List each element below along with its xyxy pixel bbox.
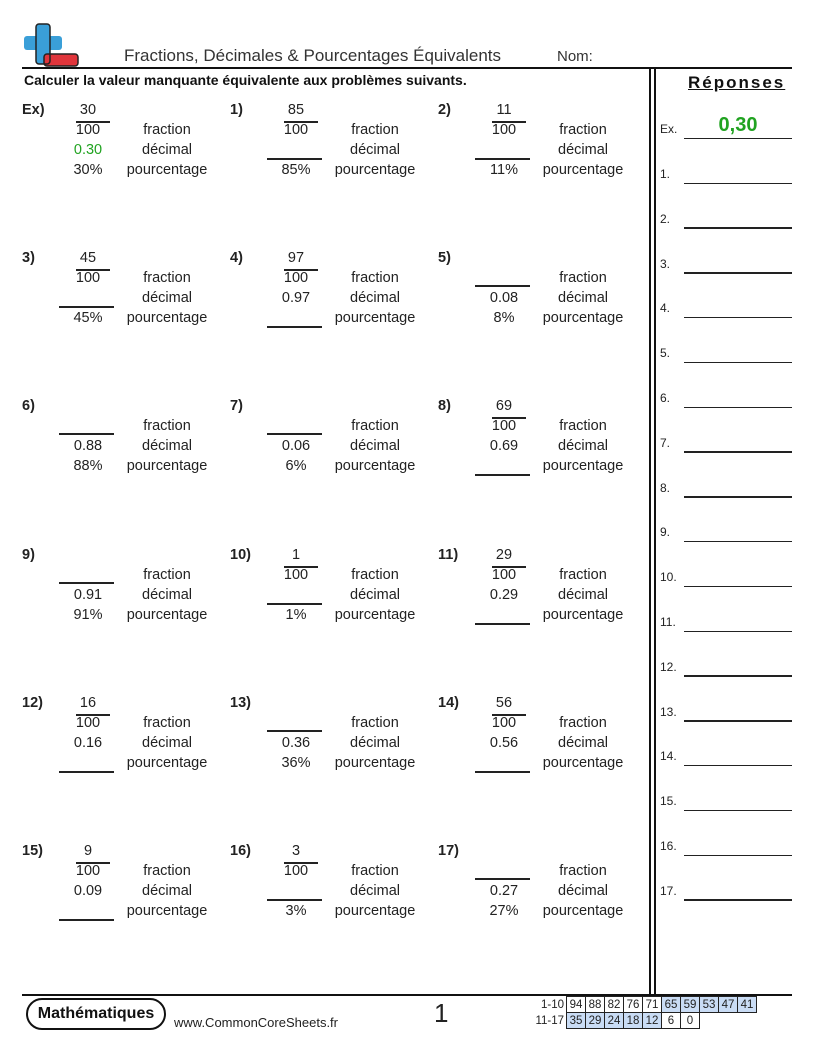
key-cell: 94 — [567, 997, 586, 1013]
key-cell: 0 — [681, 1013, 700, 1029]
answer-row[interactable] — [660, 836, 795, 856]
answer-value: 0,30 — [718, 114, 758, 136]
numerator: 16 — [79, 695, 97, 711]
answer-row[interactable] — [660, 746, 795, 766]
fraction-label: fraction — [559, 567, 607, 583]
percent-label: pourcentage — [126, 903, 208, 919]
answer-label: 12. — [660, 659, 677, 674]
key-cell: 47 — [719, 997, 738, 1013]
answer-line[interactable] — [684, 720, 792, 722]
divider — [649, 69, 651, 995]
subject-badge: Mathématiques — [26, 998, 166, 1030]
answer-label: 6. — [660, 391, 671, 405]
key-row-label: 1-10 — [540, 998, 564, 1011]
percent-label: pourcentage — [126, 458, 208, 474]
instructions: Calculer la valeur manquante équivalente aux problèmes suivants. — [24, 72, 467, 88]
logo-icon — [22, 22, 80, 68]
answer-label: Ex. — [660, 122, 678, 136]
denominator: 100 — [75, 715, 101, 731]
fraction-label: fraction — [351, 715, 399, 731]
answer-blank[interactable] — [267, 158, 322, 160]
answer-line[interactable] — [684, 675, 792, 677]
problem — [230, 843, 430, 943]
decimal-value: 0.16 — [73, 735, 103, 751]
answer-line[interactable] — [684, 272, 792, 274]
decimal-value: 0.69 — [489, 438, 519, 454]
problem — [230, 102, 430, 202]
answer-line[interactable] — [684, 227, 792, 229]
problem-number: 16) — [230, 843, 251, 859]
answer-blank[interactable] — [475, 623, 530, 625]
answer-label: 4. — [660, 301, 671, 316]
problem-number: 13) — [230, 695, 251, 711]
problem-number: 8) — [438, 398, 451, 414]
decimal-label: décimal — [142, 735, 192, 751]
percent-label: pourcentage — [542, 607, 624, 623]
problem-number: 4) — [230, 250, 243, 266]
decimal-label: décimal — [142, 290, 192, 306]
decimal-value: 0.08 — [489, 290, 519, 306]
problem — [438, 547, 638, 647]
answer-line[interactable] — [684, 810, 792, 812]
fraction-label: fraction — [351, 418, 399, 434]
percent-value: 36% — [281, 755, 311, 771]
answer-line[interactable] — [684, 362, 792, 364]
key-cell: 24 — [605, 1013, 624, 1029]
numerator: 29 — [495, 547, 513, 563]
percent-value: 1% — [285, 607, 307, 623]
numerator: 69 — [495, 398, 513, 414]
answer-label: 14. — [660, 749, 677, 764]
percent-label: pourcentage — [126, 162, 208, 178]
answer-line[interactable] — [684, 541, 792, 543]
percent-value: 45% — [73, 310, 103, 326]
key-cell: 12 — [643, 1013, 662, 1029]
percent-value: 27% — [489, 903, 519, 919]
key-cell: 41 — [738, 997, 757, 1013]
problem-number: 7) — [230, 398, 243, 414]
fraction-label: fraction — [559, 270, 607, 286]
denominator: 100 — [491, 418, 517, 434]
numerator: 11 — [496, 102, 512, 118]
problem — [22, 398, 222, 498]
denominator: 100 — [283, 122, 309, 138]
problem-number: 12) — [22, 695, 43, 711]
percent-value: 85% — [281, 162, 311, 178]
answer-label: 2. — [660, 211, 671, 226]
divider — [654, 69, 656, 995]
decimal-label: décimal — [142, 142, 192, 158]
decimal-value: 0.09 — [73, 883, 103, 899]
answer-blank[interactable] — [475, 771, 530, 773]
answer-line[interactable] — [684, 496, 792, 498]
numerator: 9 — [83, 843, 93, 859]
key-cell: 88 — [586, 997, 605, 1013]
decimal-label: décimal — [558, 735, 608, 751]
percent-label: pourcentage — [334, 903, 416, 919]
percent-value: 11% — [490, 162, 518, 178]
fraction-label: fraction — [143, 418, 191, 434]
answer-row[interactable] — [660, 881, 795, 901]
decimal-label: décimal — [142, 883, 192, 899]
denominator: 100 — [283, 270, 309, 286]
key-cell: 18 — [624, 1013, 643, 1029]
answer-blank[interactable] — [267, 603, 322, 605]
decimal-value: 0.27 — [489, 883, 519, 899]
answer-label: 8. — [660, 480, 671, 495]
percent-label: pourcentage — [334, 755, 416, 771]
percent-label: pourcentage — [542, 903, 624, 919]
answer-line[interactable] — [684, 765, 792, 767]
problem — [22, 843, 222, 943]
problem-number: 1) — [230, 102, 243, 118]
answer-row[interactable] — [660, 791, 795, 811]
problem-number: 9) — [22, 547, 35, 563]
decimal-value: 0.88 — [73, 438, 103, 454]
answer-blank[interactable] — [267, 326, 322, 328]
key-cell: 65 — [662, 997, 681, 1013]
denominator: 100 — [491, 715, 517, 731]
problem — [230, 250, 430, 350]
decimal-label: décimal — [558, 587, 608, 603]
percent-label: pourcentage — [334, 310, 416, 326]
percent-label: pourcentage — [542, 310, 624, 326]
answer-row[interactable] — [660, 388, 795, 408]
problem-number: 17) — [438, 843, 459, 859]
decimal-label: décimal — [350, 142, 400, 158]
percent-label: pourcentage — [334, 458, 416, 474]
decimal-label: décimal — [350, 735, 400, 751]
percent-value: 8% — [493, 310, 515, 326]
fraction-label: fraction — [351, 122, 399, 138]
denominator: 100 — [283, 863, 309, 879]
answer-row[interactable] — [660, 433, 795, 453]
example-problem — [22, 102, 222, 202]
numerator: 56 — [495, 695, 513, 711]
answers-title: Réponses — [688, 73, 786, 92]
percent-label: pourcentage — [542, 162, 624, 178]
answer-row[interactable] — [660, 522, 795, 542]
fraction-label: fraction — [559, 715, 607, 731]
answer-line[interactable] — [684, 899, 792, 901]
decimal-value: 0.36 — [281, 735, 311, 751]
answer-label: 15. — [660, 794, 677, 809]
denominator: 100 — [283, 567, 309, 583]
decimal-label: décimal — [142, 587, 192, 603]
numerator: 97 — [287, 250, 305, 266]
answer-row[interactable] — [660, 254, 795, 274]
decimal-label: décimal — [558, 438, 608, 454]
problem — [438, 398, 638, 498]
answer-row[interactable] — [660, 209, 795, 229]
percent-label: pourcentage — [126, 607, 208, 623]
page-number: 1 — [434, 998, 449, 1028]
problem — [230, 547, 430, 647]
decimal-label: décimal — [558, 883, 608, 899]
decimal-value: 0.06 — [281, 438, 311, 454]
problem — [230, 695, 430, 795]
fraction-label: fraction — [559, 122, 607, 138]
numerator: 3 — [291, 843, 301, 859]
answer-label: 7. — [660, 435, 671, 450]
fraction-label: fraction — [143, 863, 191, 879]
answer-blank[interactable] — [59, 582, 114, 584]
problem — [438, 102, 638, 202]
problem-number: 6) — [22, 398, 35, 414]
fraction-label: fraction — [559, 863, 607, 879]
problem-number: Ex) — [22, 102, 45, 118]
denominator: 100 — [491, 567, 517, 583]
answer-label: 3. — [660, 256, 671, 271]
decimal-value: 0.97 — [281, 290, 311, 306]
decimal-label: décimal — [350, 438, 400, 454]
decimal-value: 0.91 — [73, 587, 103, 603]
answer-label: 5. — [660, 346, 671, 361]
denominator: 100 — [491, 122, 517, 138]
percent-value: 6% — [285, 458, 307, 474]
site-url: www.CommonCoreSheets.fr — [174, 1015, 338, 1030]
percent-label: pourcentage — [542, 458, 624, 474]
key-row-label: 11-17 — [535, 1014, 564, 1027]
problem-number: 2) — [438, 102, 451, 118]
decimal-label: décimal — [558, 142, 608, 158]
percent-label: pourcentage — [126, 310, 208, 326]
numerator: 30 — [79, 102, 97, 118]
page-title: Fractions, Décimales & Pourcentages Équivalents — [124, 46, 502, 65]
percent-label: pourcentage — [542, 755, 624, 771]
percent-value: 88% — [73, 458, 103, 474]
answer-blank[interactable] — [475, 158, 530, 160]
answer-row[interactable] — [660, 343, 795, 363]
answer-label: 9. — [660, 525, 671, 540]
decimal-value: 0.56 — [489, 735, 519, 751]
answer-line[interactable] — [684, 183, 792, 185]
percent-value: 3% — [285, 903, 307, 919]
problem — [438, 695, 638, 795]
fraction-label: fraction — [143, 122, 191, 138]
key-cell: 35 — [567, 1013, 586, 1029]
answer-row[interactable] — [660, 164, 795, 184]
percent-label: pourcentage — [334, 162, 416, 178]
problem-number: 15) — [22, 843, 43, 859]
key-cell: 53 — [700, 997, 719, 1013]
fraction-label: fraction — [351, 270, 399, 286]
answer-label: 10. — [660, 570, 677, 585]
answer-row[interactable] — [660, 478, 795, 498]
header-rule — [22, 67, 792, 69]
problem-number: 3) — [22, 250, 35, 266]
answer-blank[interactable] — [475, 474, 530, 476]
fraction-label: fraction — [143, 715, 191, 731]
problem — [22, 695, 222, 795]
key-cell: 71 — [643, 997, 662, 1013]
score-key — [530, 996, 757, 1029]
answer-blank[interactable] — [59, 919, 114, 921]
decimal-value: 0.30 — [73, 142, 103, 158]
fraction-label: fraction — [143, 567, 191, 583]
answer-blank[interactable] — [475, 878, 530, 880]
answer-label: 11. — [660, 615, 676, 629]
numerator: 85 — [287, 102, 305, 118]
answer-line[interactable] — [684, 317, 792, 319]
problem — [438, 843, 638, 943]
answer-blank[interactable] — [475, 285, 530, 287]
answer-blank[interactable] — [267, 730, 322, 732]
key-cell: 76 — [624, 997, 643, 1013]
problem-number: 14) — [438, 695, 459, 711]
denominator: 100 — [75, 122, 101, 138]
decimal-value: 0.29 — [489, 587, 519, 603]
key-cell: 29 — [586, 1013, 605, 1029]
answer-line[interactable] — [684, 451, 792, 453]
answer-line[interactable] — [684, 586, 792, 588]
percent-value: 91% — [73, 607, 103, 623]
percent-label: pourcentage — [334, 607, 416, 623]
answer-label: 17. — [660, 883, 677, 898]
answer-blank[interactable] — [59, 306, 114, 308]
problem-number: 10) — [230, 547, 251, 563]
answer-row[interactable] — [660, 657, 795, 677]
answer-blank[interactable] — [59, 433, 114, 435]
decimal-label: décimal — [142, 438, 192, 454]
problem — [230, 398, 430, 498]
answer-row[interactable] — [660, 702, 795, 722]
fraction-label: fraction — [143, 270, 191, 286]
decimal-label: décimal — [350, 290, 400, 306]
answer-line[interactable] — [684, 855, 792, 857]
problem-number: 11) — [438, 547, 459, 563]
numerator: 1 — [291, 547, 301, 563]
answer-line — [684, 138, 792, 140]
problem-number: 5) — [438, 250, 451, 266]
key-cell: 6 — [662, 1013, 681, 1029]
percent-label: pourcentage — [126, 755, 208, 771]
answer-row-example — [660, 114, 795, 139]
answer-row[interactable] — [660, 298, 795, 318]
key-cell: 59 — [681, 997, 700, 1013]
denominator: 100 — [75, 863, 101, 879]
percent-value: 30% — [73, 162, 103, 178]
decimal-label: décimal — [350, 587, 400, 603]
answer-label: 16. — [660, 839, 677, 853]
answer-blank[interactable] — [267, 433, 322, 435]
fraction-label: fraction — [351, 863, 399, 879]
name-label: Nom: — [557, 48, 593, 65]
problem — [22, 250, 222, 350]
answer-row[interactable] — [660, 567, 795, 587]
denominator: 100 — [75, 270, 101, 286]
numerator: 45 — [79, 250, 97, 266]
answer-line[interactable] — [684, 407, 792, 409]
answer-row[interactable] — [660, 612, 795, 632]
answer-line[interactable] — [684, 631, 792, 633]
problem — [438, 250, 638, 350]
answer-label: 1. — [660, 167, 671, 181]
fraction-label: fraction — [559, 418, 607, 434]
problem — [22, 547, 222, 647]
decimal-label: décimal — [350, 883, 400, 899]
key-cell: 82 — [605, 997, 624, 1013]
decimal-label: décimal — [558, 290, 608, 306]
answer-blank[interactable] — [267, 899, 322, 901]
answer-blank[interactable] — [59, 771, 114, 773]
answer-label: 13. — [660, 704, 677, 719]
fraction-label: fraction — [351, 567, 399, 583]
